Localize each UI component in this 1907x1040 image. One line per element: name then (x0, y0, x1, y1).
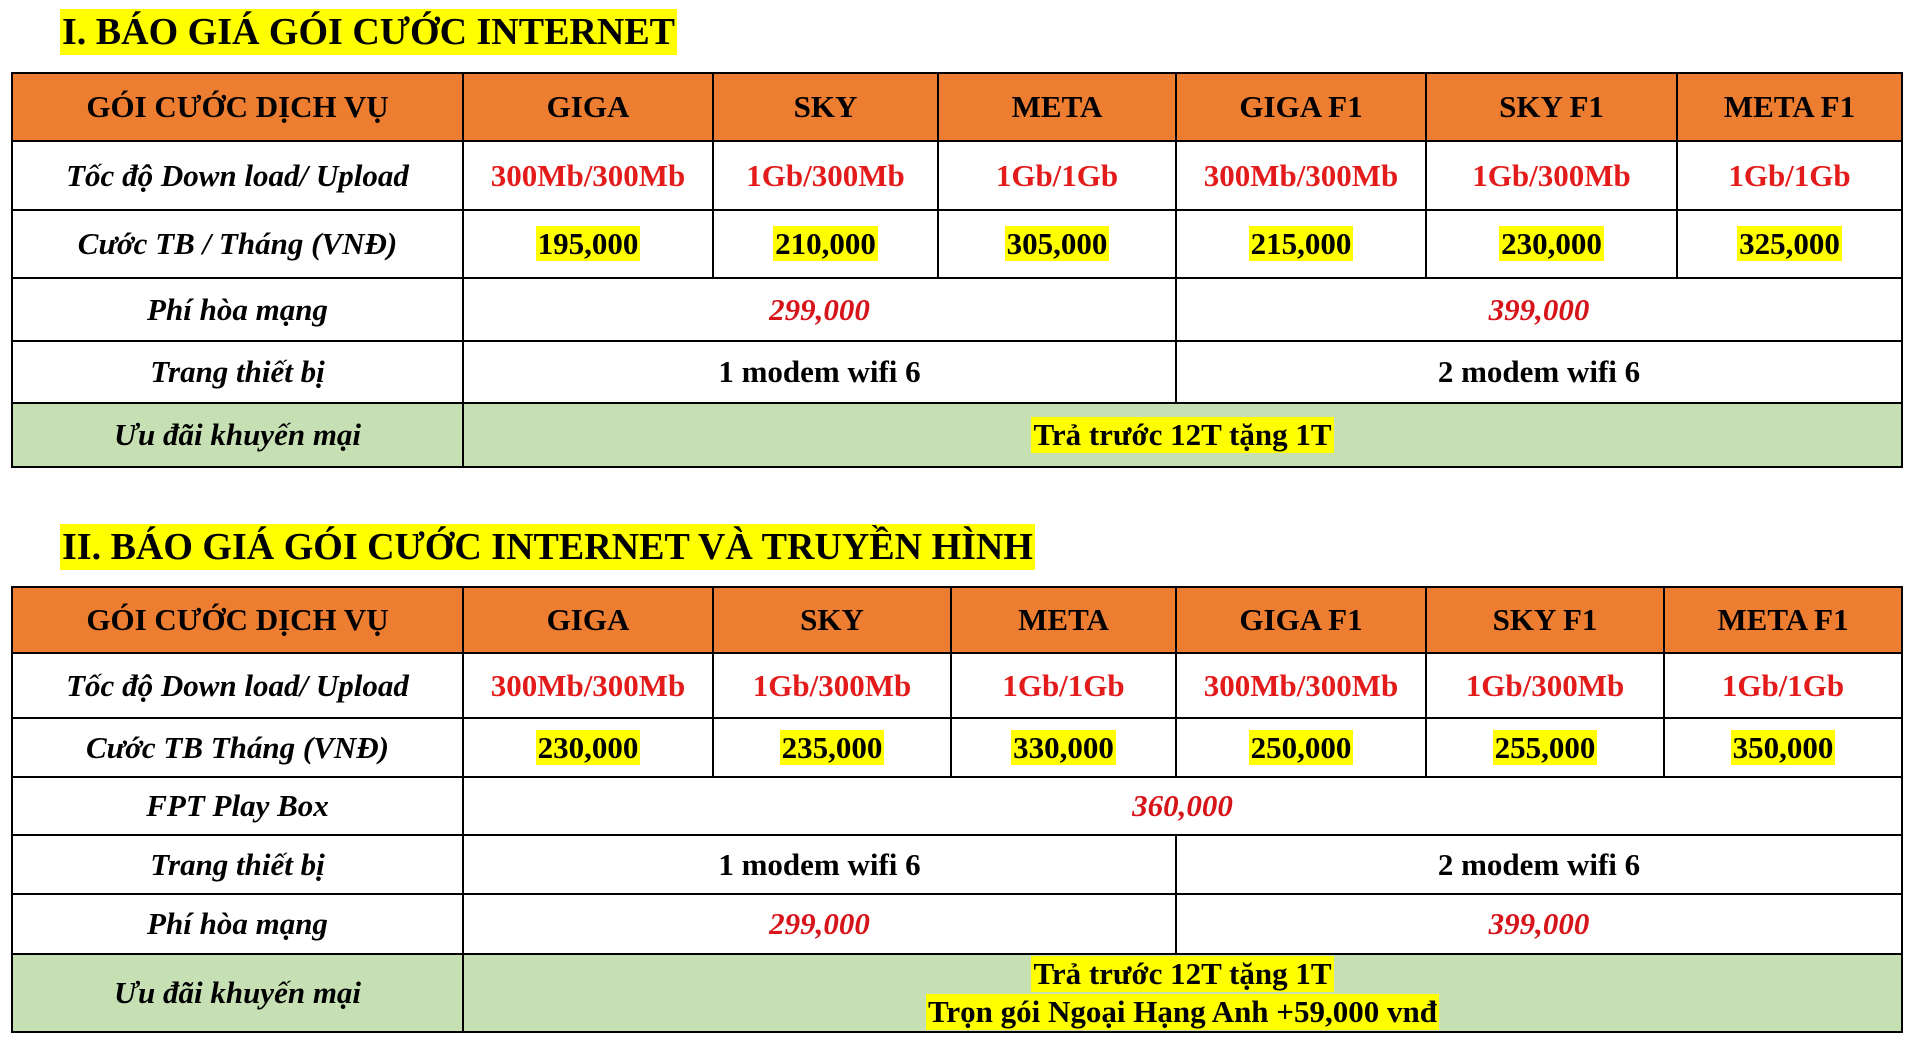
speed-cell: 1Gb/300Mb (1426, 141, 1677, 210)
header-meta-f1: META F1 (1677, 73, 1902, 141)
price-value: 305,000 (1006, 226, 1108, 261)
install-fee-f1: 399,000 (1176, 894, 1902, 954)
table-row-promotion (12, 954, 1902, 1032)
equipment-standard: 1 modem wifi 6 (463, 835, 1176, 894)
install-fee-standard: 299,000 (463, 894, 1176, 954)
price-cell (713, 210, 938, 278)
table-row-install-fee (12, 278, 1902, 341)
price-cell (951, 718, 1176, 777)
header-giga-f1: GIGA F1 (1176, 73, 1426, 141)
speed-cell: 1Gb/1Gb (1664, 653, 1902, 718)
header-meta: META (938, 73, 1176, 141)
header-giga: GIGA (463, 73, 713, 141)
install-fee-f1: 399,000 (1176, 278, 1902, 341)
price-value: 230,000 (1501, 226, 1602, 261)
header-meta: META (951, 587, 1176, 653)
header-sky: SKY (713, 73, 938, 141)
price-value: 255,000 (1494, 729, 1596, 765)
price-cell (463, 718, 713, 777)
equipment-f1: 2 modem wifi 6 (1176, 835, 1902, 894)
price-cell (1664, 718, 1902, 777)
price-value: 325,000 (1739, 226, 1840, 261)
row-label-equipment: Trang thiết bị (12, 341, 463, 403)
header-sky-f1: SKY F1 (1426, 587, 1664, 653)
row-label-fpt-play-box: FPT Play Box (12, 777, 463, 835)
speed-cell: 1Gb/1Gb (938, 141, 1176, 210)
row-label-speed: Tốc độ Down load/ Upload (12, 141, 463, 210)
speed-cell: 1Gb/300Mb (1426, 653, 1664, 718)
price-cell (1677, 210, 1902, 278)
table-header-row (12, 587, 1902, 653)
price-value: 250,000 (1250, 729, 1352, 765)
promotion-text-prepay: Trả trước 12T tặng 1T (1033, 956, 1332, 991)
price-value: 210,000 (775, 226, 876, 261)
row-label-promotion: Ưu đãi khuyến mại (12, 403, 463, 467)
price-value: 235,000 (781, 729, 883, 765)
row-label-speed: Tốc độ Down load/ Upload (12, 653, 463, 718)
price-value: 350,000 (1732, 729, 1834, 765)
header-giga: GIGA (463, 587, 713, 653)
price-cell (1426, 718, 1664, 777)
promotion-text: Trả trước 12T tặng 1T (1033, 417, 1332, 452)
speed-cell: 1Gb/300Mb (713, 141, 938, 210)
header-sky-f1: SKY F1 (1426, 73, 1677, 141)
row-label-equipment: Trang thiết bị (12, 835, 463, 894)
table-row-fpt-play-box (12, 777, 1902, 835)
table-row-monthly-price (12, 210, 1902, 278)
speed-cell: 300Mb/300Mb (463, 141, 713, 210)
price-value: 330,000 (1013, 729, 1114, 765)
table-row-promotion (12, 403, 1902, 467)
price-value: 195,000 (537, 226, 639, 261)
header-service-package: GÓI CƯỚC DỊCH VỤ (12, 73, 463, 141)
row-label-promotion: Ưu đãi khuyến mại (12, 954, 463, 1032)
promotion-cell (463, 403, 1902, 467)
price-cell (1426, 210, 1677, 278)
equipment-f1: 2 modem wifi 6 (1176, 341, 1902, 403)
table-row-speed (12, 653, 1902, 718)
fpt-play-box-price: 360,000 (463, 777, 1902, 835)
section-1-title: I. BÁO GIÁ GÓI CƯỚC INTERNET (62, 11, 676, 53)
promotion-text-premier-league: Trọn gói Ngoại Hạng Anh +59,000 vnđ (928, 994, 1437, 1029)
header-giga-f1: GIGA F1 (1176, 587, 1426, 653)
price-value: 230,000 (537, 729, 639, 765)
speed-cell: 300Mb/300Mb (1176, 141, 1426, 210)
table-row-speed (12, 141, 1902, 210)
table-row-monthly-price (12, 718, 1902, 777)
speed-cell: 300Mb/300Mb (1176, 653, 1426, 718)
speed-cell: 1Gb/1Gb (951, 653, 1176, 718)
row-label-monthly-price: Cước TB Tháng (VNĐ) (12, 718, 463, 777)
section-2-title: II. BÁO GIÁ GÓI CƯỚC INTERNET VÀ TRUYỀN HÌNH (62, 526, 1033, 568)
header-service-package: GÓI CƯỚC DỊCH VỤ (12, 587, 463, 653)
internet-price-table (11, 72, 1903, 468)
speed-cell: 300Mb/300Mb (463, 653, 713, 718)
table-row-install-fee (12, 894, 1902, 954)
table-row-equipment (12, 835, 1902, 894)
speed-cell: 1Gb/300Mb (713, 653, 951, 718)
price-cell (1176, 718, 1426, 777)
price-cell (1176, 210, 1426, 278)
header-meta-f1: META F1 (1664, 587, 1902, 653)
speed-cell: 1Gb/1Gb (1677, 141, 1902, 210)
price-value: 215,000 (1250, 226, 1352, 261)
equipment-standard: 1 modem wifi 6 (463, 341, 1176, 403)
promotion-cell (463, 954, 1902, 1032)
table-header-row (12, 73, 1902, 141)
table-row-equipment (12, 341, 1902, 403)
row-label-monthly-price: Cước TB / Tháng (VNĐ) (12, 210, 463, 278)
price-cell (713, 718, 951, 777)
price-cell (463, 210, 713, 278)
header-sky: SKY (713, 587, 951, 653)
internet-tv-price-table (11, 586, 1903, 1033)
price-cell (938, 210, 1176, 278)
row-label-install-fee: Phí hòa mạng (12, 278, 463, 341)
install-fee-standard: 299,000 (463, 278, 1176, 341)
row-label-install-fee: Phí hòa mạng (12, 894, 463, 954)
